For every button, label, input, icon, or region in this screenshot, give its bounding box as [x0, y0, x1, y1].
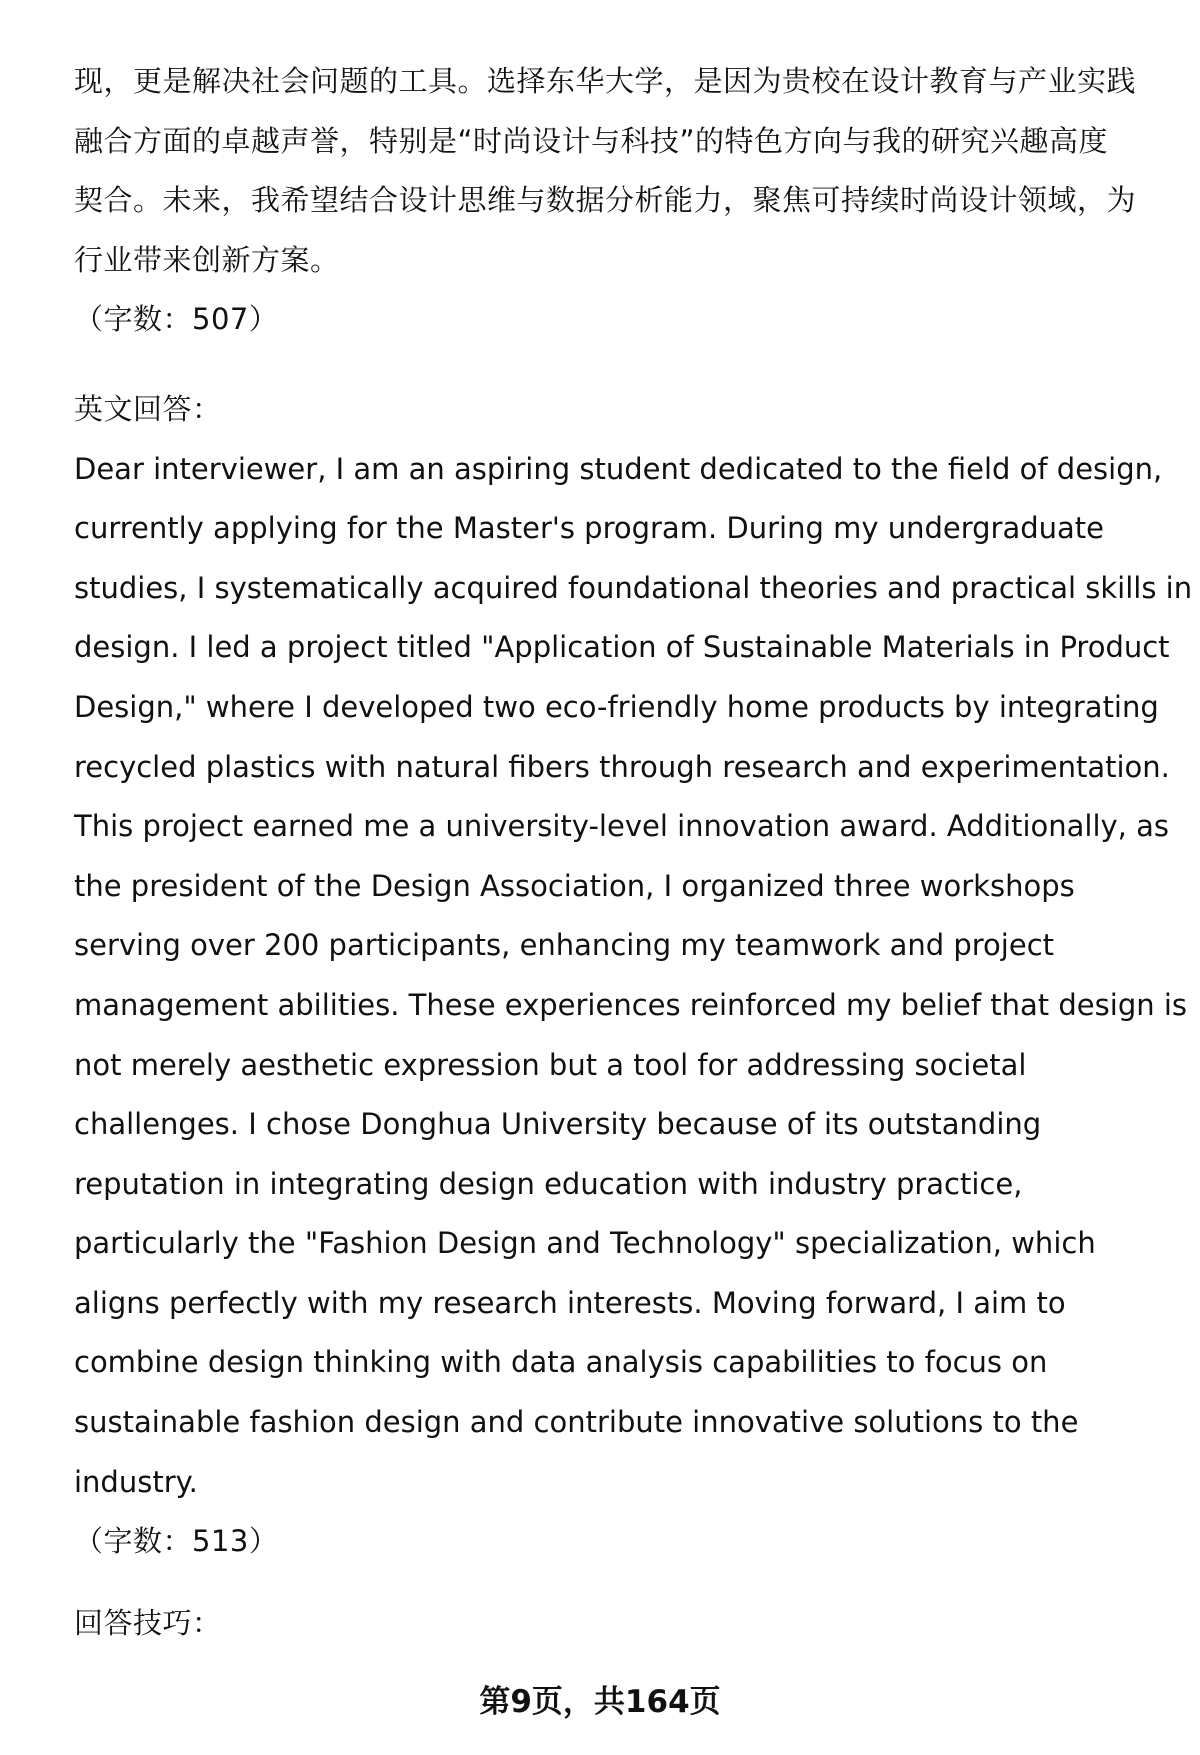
text-line: 融合方面的卓越声誉，特别是“时尚设计与科技”的特色方向与我的研究兴趣高度 [74, 123, 1109, 158]
english-answer-section [74, 380, 1193, 1572]
word-count: （字数：513） [74, 1524, 279, 1559]
tips-section [74, 1594, 1164, 1654]
word-count: （字数：507） [74, 302, 279, 337]
text-line: combine design thinking with data analysis capabilities to focus on [74, 1345, 1048, 1380]
text-line: Dear interviewer, I am an aspiring student dedicated to the field of design, [74, 451, 1163, 486]
text-line: 现，更是解决社会问题的工具。选择东华大学，是因为贵校在设计教育与产业实践 [74, 64, 1137, 98]
text-line: 契合。未来，我希望结合设计思维与数据分析能力，聚焦可持续时尚设计领域，为 [74, 183, 1137, 218]
section-heading: 英文回答： [74, 391, 222, 426]
text-line: design. I led a project titled "Application of Sustainable Materials in Product [74, 630, 1170, 665]
page-number: 第9页，共164页 [479, 1684, 721, 1720]
text-line: Design," where I developed two eco-friendly home products by integrating [74, 689, 1159, 724]
text-line: challenges. I chose Donghua University because of its outstanding [74, 1107, 1042, 1142]
section-heading: 回答技巧： [74, 1605, 222, 1640]
text-line: This project earned me a university-level innovation award. Additionally, as [74, 809, 1169, 844]
text-line: reputation in integrating design education with industry practice, [74, 1166, 1023, 1201]
text-line: sustainable fashion design and contribute innovative solutions to the [74, 1405, 1079, 1440]
text-line: the president of the Design Association, I organized three workshops [74, 868, 1075, 903]
text-line: management abilities. These experiences reinforced my belief that design is [74, 987, 1187, 1022]
text-line: 行业带来创新方案。 [74, 242, 340, 277]
chinese-answer-tail [74, 52, 1164, 350]
text-line: aligns perfectly with my research interests. Moving forward, I aim to [74, 1285, 1066, 1320]
text-line: serving over 200 participants, enhancing my teamwork and project [74, 928, 1055, 963]
text-line: industry. [74, 1464, 198, 1499]
text-line: studies, I systematically acquired foundational theories and practical skills in [74, 570, 1193, 605]
text-line: currently applying for the Master's program. During my undergraduate [74, 511, 1105, 546]
document-page [74, 52, 1193, 1653]
text-line: recycled plastics with natural fibers through research and experimentation. [74, 749, 1170, 784]
text-line: not merely aesthetic expression but a tool for addressing societal [74, 1047, 1027, 1082]
text-line: particularly the "Fashion Design and Technology" specialization, which [74, 1226, 1096, 1261]
